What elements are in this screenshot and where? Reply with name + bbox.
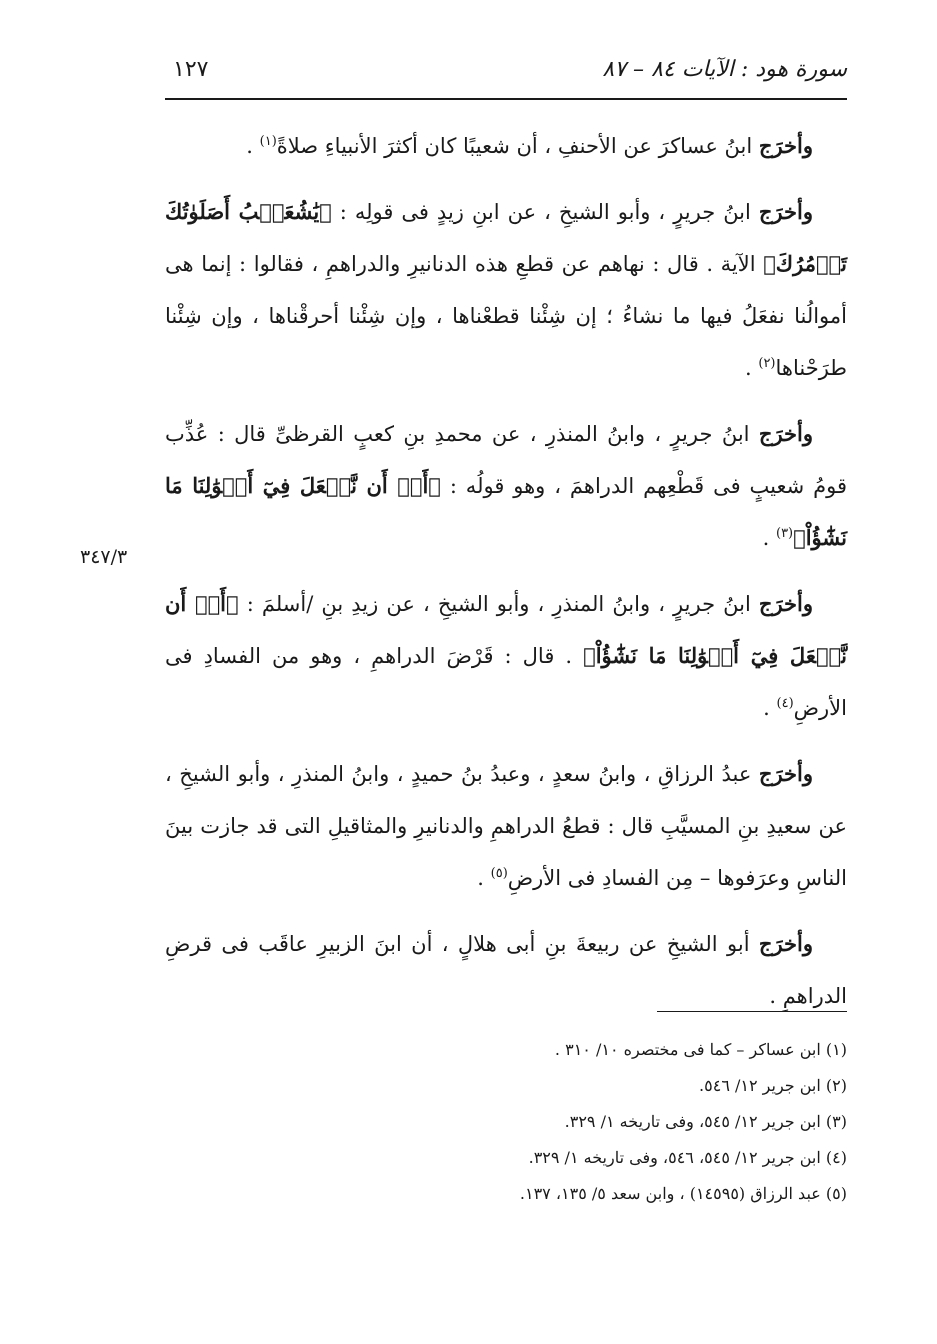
- paragraph-end: .: [246, 134, 260, 158]
- quran-quote: ﴿أَوۡ أَن نَّفۡعَلَ فِيٓ أَمۡوَٰلِنَا مَا نَشَٰٓؤُاْ﴾: [165, 591, 847, 668]
- main-text: [165, 120, 847, 1036]
- paragraph-text: ابنُ عساكرَ عن الأحنفِ ، أن شعيبًا كان أكثرَ الأنبياءِ صلاةً: [276, 134, 753, 158]
- paragraph-lead: وأخرَج: [758, 199, 813, 224]
- footnote-5: (٥) عبد الرزاق (١٤٥٩٥) ، وابن سعد ٥/ ١٣٥، ١٣٧.: [519, 1184, 847, 1203]
- paragraph-end: .: [745, 356, 759, 380]
- header-divider: [165, 98, 847, 100]
- footnote-4: (٤) ابن جرير ١٢/ ٥٤٥، ٥٤٦، وفى تاريخه ١/ ٣٢٩.: [528, 1148, 847, 1167]
- footnote-marker: (٤): [776, 696, 794, 711]
- paragraph-1: [165, 120, 847, 172]
- footnote-marker: (٥): [490, 866, 508, 881]
- paragraph-5: [165, 748, 847, 904]
- footnote-divider: [657, 1011, 847, 1012]
- paragraph-lead: وأخرَج: [758, 421, 813, 446]
- paragraph-4: [165, 578, 847, 734]
- paragraph-lead: وأخرَج: [758, 761, 813, 786]
- paragraph-text: ابنُ جريرٍ ، وابنُ المنذرِ ، وأبو الشيخِ ، عن زيدِ بنِ /أسلمَ :: [238, 592, 751, 616]
- paragraph-text-continued: . قال : قَرْضَ الدراهمِ ، وهو من الفسادِ فى الأرضِ: [165, 644, 847, 720]
- paragraph-end: .: [762, 526, 776, 550]
- margin-volume-page-reference: ٣٤٧/٣: [80, 546, 128, 568]
- paragraph-6: [165, 918, 847, 1022]
- paragraph-text: عبدُ الرزاقِ ، وابنُ سعدٍ ، وعبدُ بنُ حميدٍ ، وابنُ المنذرِ ، وأبو الشيخِ ، عن سعيدِ بنِ المسيَّبِ قال : قطعُ الدراهمِ والدنانيرِ والمثاقيلِ التى قد جازت بينَ الناسِ وعرَفوها – مِن الفسادِ فى الأرضِ: [165, 762, 847, 890]
- page-number: ١٢٧: [173, 57, 209, 82]
- quran-quote: ﴿يَٰشُعَيۡبُ أَصَلَوٰتُكَ تَأۡمُرُكَ﴾: [165, 199, 847, 276]
- surah-title: سورة هود : الآيات ٨٤ – ٨٧: [602, 57, 847, 82]
- paragraph-text-continued: الآية . قال : نهاهم عن قطعِ هذه الدنانيرِ والدراهمِ ، فقالوا : إنما هى أموالُنا نفعَلُ فيها ما نشاءُ ؛ إن شِئْنا قطعْناها ، وإن شِئْنا أحرقْناها ، وإن شِئْنا طرَحْناها: [165, 252, 847, 380]
- paragraph-lead: وأخرَج: [758, 591, 814, 616]
- footnotes: [300, 1032, 847, 1212]
- footnote-marker: (١): [259, 134, 277, 149]
- paragraph-text: ابنُ جريرٍ ، وابنُ المنذرِ ، عن محمدِ بنِ كعبٍ القرظىِّ قال : عُذِّب قومُ شعيبٍ فى قَطْعِهم الدراهمَ ، وهو قولُه :: [165, 422, 847, 498]
- paragraph-3: [165, 408, 847, 564]
- footnote-marker: (٣): [775, 526, 794, 541]
- footnote-3: (٣) ابن جرير ١٢/ ٥٤٥، وفى تاريخه ١/ ٣٢٩.: [564, 1112, 847, 1131]
- quran-quote: ﴿أَوۡ أَن نَّفۡعَلَ فِيٓ أَمۡوَٰلِنَا مَا نَشَٰٓؤُاْ﴾: [165, 473, 847, 550]
- paragraph-end: .: [763, 696, 777, 720]
- paragraph-end: .: [477, 866, 491, 890]
- paragraph-2: [165, 186, 847, 394]
- paragraph-text: أبو الشيخِ عن ربيعةَ بنِ أبى هلالٍ ، أن ابنَ الزبيرِ عاقَب فى قرضِ الدراهمِ .: [165, 932, 847, 1008]
- footnote-marker: (٢): [758, 356, 776, 371]
- paragraph-text: ابنُ جريرٍ ، وأبو الشيخِ ، عن ابنِ زيدٍ فى قولِه :: [331, 200, 751, 224]
- paragraph-lead: وأخرَج: [758, 133, 813, 158]
- footnote-1: (١) ابن عساكر – كما فى مختصره ١٠/ ٣١٠ .: [554, 1040, 847, 1059]
- footnote-2: (٢) ابن جرير ١٢/ ٥٤٦.: [699, 1076, 847, 1095]
- paragraph-lead: وأخرَج: [758, 931, 813, 956]
- running-header: [165, 55, 847, 91]
